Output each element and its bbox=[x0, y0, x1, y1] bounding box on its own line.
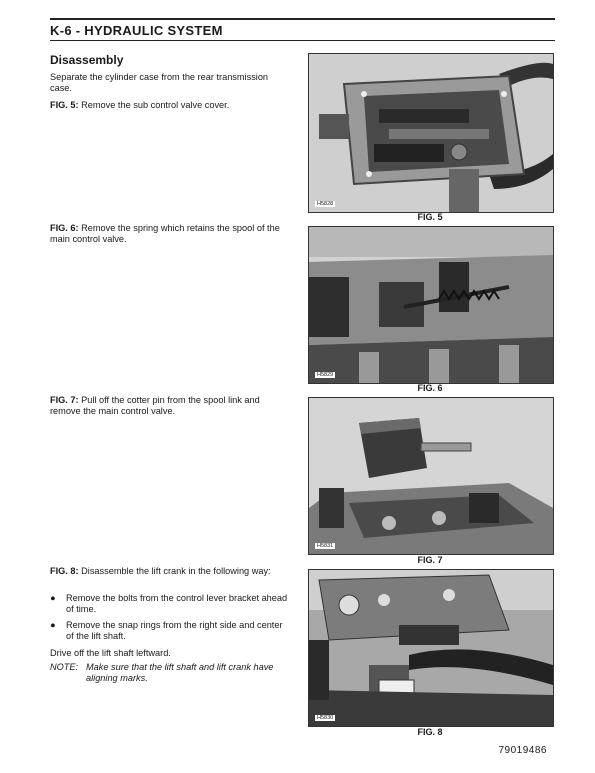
bullet-icon: ● bbox=[50, 620, 56, 630]
paragraph-fig7 bbox=[50, 395, 290, 417]
fig6-label: FIG. 6: bbox=[50, 223, 79, 233]
bullet-text: Remove the snap rings from the right side and center of the lift shaft. bbox=[66, 620, 283, 641]
figure-8-photo bbox=[308, 569, 554, 727]
bullet-text: Remove the bolts from the control lever bracket ahead of time. bbox=[66, 593, 288, 614]
figure-5-code: H5828 bbox=[317, 201, 334, 207]
figure-5-caption: FIG. 5 bbox=[417, 212, 443, 222]
bullet-item-snap-rings bbox=[50, 620, 290, 642]
figure-6-code: H5829 bbox=[317, 372, 334, 378]
figure-8-code: H5830 bbox=[317, 715, 334, 721]
page-header bbox=[50, 18, 555, 41]
paragraph-fig8 bbox=[50, 566, 290, 577]
bullet-item-bolts bbox=[50, 593, 290, 615]
note bbox=[50, 662, 290, 684]
bullet-icon: ● bbox=[50, 593, 56, 603]
fig6-text: Remove the spring which retains the spool of the main control valve. bbox=[50, 223, 280, 244]
fig7-text: Pull off the cotter pin from the spool link and remove the main control valve. bbox=[50, 395, 260, 416]
fig7-label: FIG. 7: bbox=[50, 395, 79, 405]
figure-7-code: H5831 bbox=[317, 543, 334, 549]
section-title: Disassembly bbox=[50, 53, 124, 67]
figure-8-caption: FIG. 8 bbox=[417, 727, 443, 737]
paragraph-fig5 bbox=[50, 100, 290, 111]
note-label: NOTE: bbox=[50, 662, 79, 672]
figure-7-photo bbox=[308, 397, 554, 555]
document-number: 79019486 bbox=[498, 745, 547, 756]
page-title: K-6 - HYDRAULIC SYSTEM bbox=[50, 22, 223, 38]
fig8-text: Disassemble the lift crank in the following way: bbox=[81, 566, 271, 576]
paragraph-fig6 bbox=[50, 223, 290, 245]
fig8-label: FIG. 8: bbox=[50, 566, 79, 576]
figure-6-photo bbox=[308, 226, 554, 384]
paragraph-drive-off: Drive off the lift shaft leftward. bbox=[50, 648, 171, 658]
figure-7-caption: FIG. 7 bbox=[417, 555, 443, 565]
paragraph-separate: Separate the cylinder case from the rear transmission case. bbox=[50, 72, 269, 93]
figure-5-photo bbox=[308, 53, 554, 213]
fig5-label: FIG. 5: bbox=[50, 100, 79, 110]
note-text: Make sure that the lift shaft and lift crank have aligning marks. bbox=[86, 662, 274, 683]
fig5-text: Remove the sub control valve cover. bbox=[81, 100, 230, 110]
figure-6-caption: FIG. 6 bbox=[417, 383, 443, 393]
